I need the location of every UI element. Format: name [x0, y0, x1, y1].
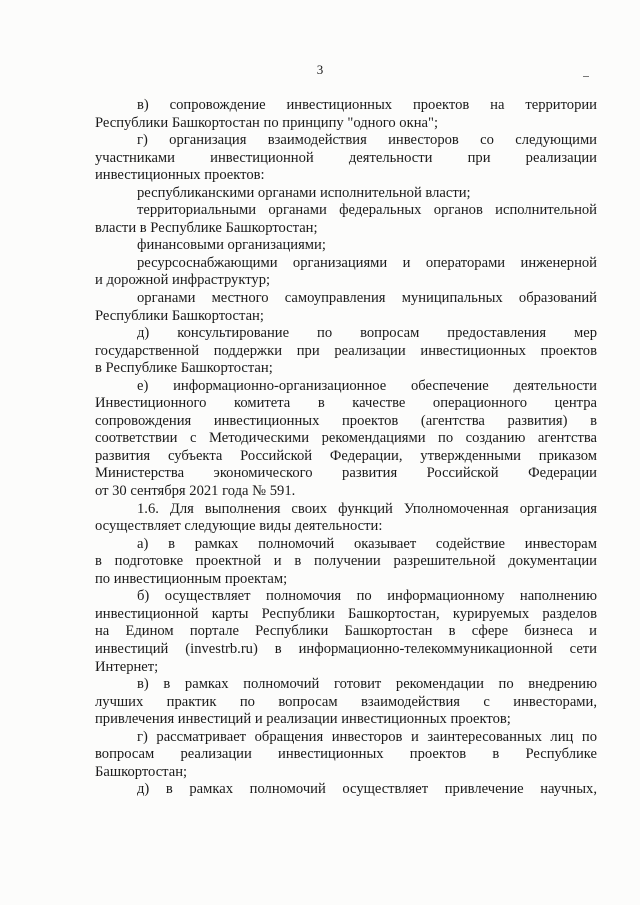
text-line: органами местного самоуправления муниципальных образований — [137, 290, 597, 307]
text-line: и дорожной инфраструктур; — [95, 272, 271, 289]
text-line: инвестиционной карты Республики Башкортостан, курируемых разделов — [95, 605, 597, 622]
text-line: Инвестиционного комитета в качестве операционного центра — [95, 395, 597, 412]
text-line: власти в Республике Башкортостан; — [95, 219, 318, 236]
body-text — [95, 97, 597, 799]
text-line: развития субъекта Российской Федерации, утвержденными приказом — [95, 447, 597, 464]
text-line: лучших практик по вопросам взаимодействия с инвесторами, — [95, 693, 597, 710]
text-line: территориальными органами федеральных органов исполнительной — [137, 202, 597, 219]
text-line: Башкортостан; — [95, 763, 188, 780]
text-line: соответствии с Методическими рекомендациями по созданию агентства — [95, 430, 597, 447]
text-line: инвестиций (investrb.ru) в информационно-телекоммуникационной сети — [95, 640, 597, 657]
text-line: привлечения инвестиций и реализации инвестиционных проектов; — [95, 711, 511, 728]
scan-speck — [583, 76, 589, 77]
text-line: инвестиционных проектов: — [95, 167, 265, 184]
text-line: д) в рамках полномочий осуществляет привлечение научных, — [137, 781, 597, 798]
text-line: а) в рамках полномочий оказывает содействие инвесторам — [137, 535, 597, 552]
text-line: г) организация взаимодействия инвесторов со следующими — [137, 132, 597, 149]
text-line: д) консультирование по вопросам предоставления мер — [137, 325, 597, 342]
text-line: в) в рамках полномочий готовит рекомендации по внедрению — [137, 676, 597, 693]
text-line: республиканскими органами исполнительной власти; — [137, 184, 471, 201]
text-line: на Едином портале Республики Башкортостан в сфере бизнеса и — [95, 623, 597, 640]
text-line: Интернет; — [95, 658, 159, 675]
text-line: от 30 сентября 2021 года № 591. — [95, 483, 296, 500]
text-line: участниками инвестиционной деятельности при реализации — [95, 149, 597, 166]
text-line: Республики Башкортостан; — [95, 307, 264, 324]
text-line: финансовыми организациями; — [137, 237, 326, 254]
text-line: е) информационно-организационное обеспечение деятельности — [137, 377, 597, 394]
text-line: Министерства экономического развития Российской Федерации — [95, 465, 597, 482]
text-line: вопросам реализации инвестиционных проектов в Республике — [95, 746, 597, 763]
page-number: 3 — [316, 62, 324, 77]
text-line: в подготовке проектной и в получении разрешительной документации — [95, 553, 597, 570]
text-line: сопровождения инвестиционных проектов (агентства развития) в — [95, 412, 597, 429]
text-line: государственной поддержки при реализации инвестиционных проектов — [95, 342, 597, 359]
text-line: Республики Башкортостан по принципу "одного окна"; — [95, 114, 438, 131]
text-line: в Республике Башкортостан; — [95, 360, 273, 377]
text-line: осуществляет следующие виды деятельности: — [95, 518, 383, 535]
text-line: 1.6. Для выполнения своих функций Уполномоченная организация — [137, 500, 597, 517]
text-line: б) осуществляет полномочия по информационному наполнению — [137, 588, 597, 605]
text-line: в) сопровождение инвестиционных проектов на территории — [137, 97, 597, 113]
text-line: ресурсоснабжающими организациями и операторами инженерной — [137, 254, 597, 271]
text-line: по инвестиционным проектам; — [95, 570, 288, 587]
text-line: г) рассматривает обращения инвесторов и заинтересованных лиц по — [137, 728, 597, 745]
